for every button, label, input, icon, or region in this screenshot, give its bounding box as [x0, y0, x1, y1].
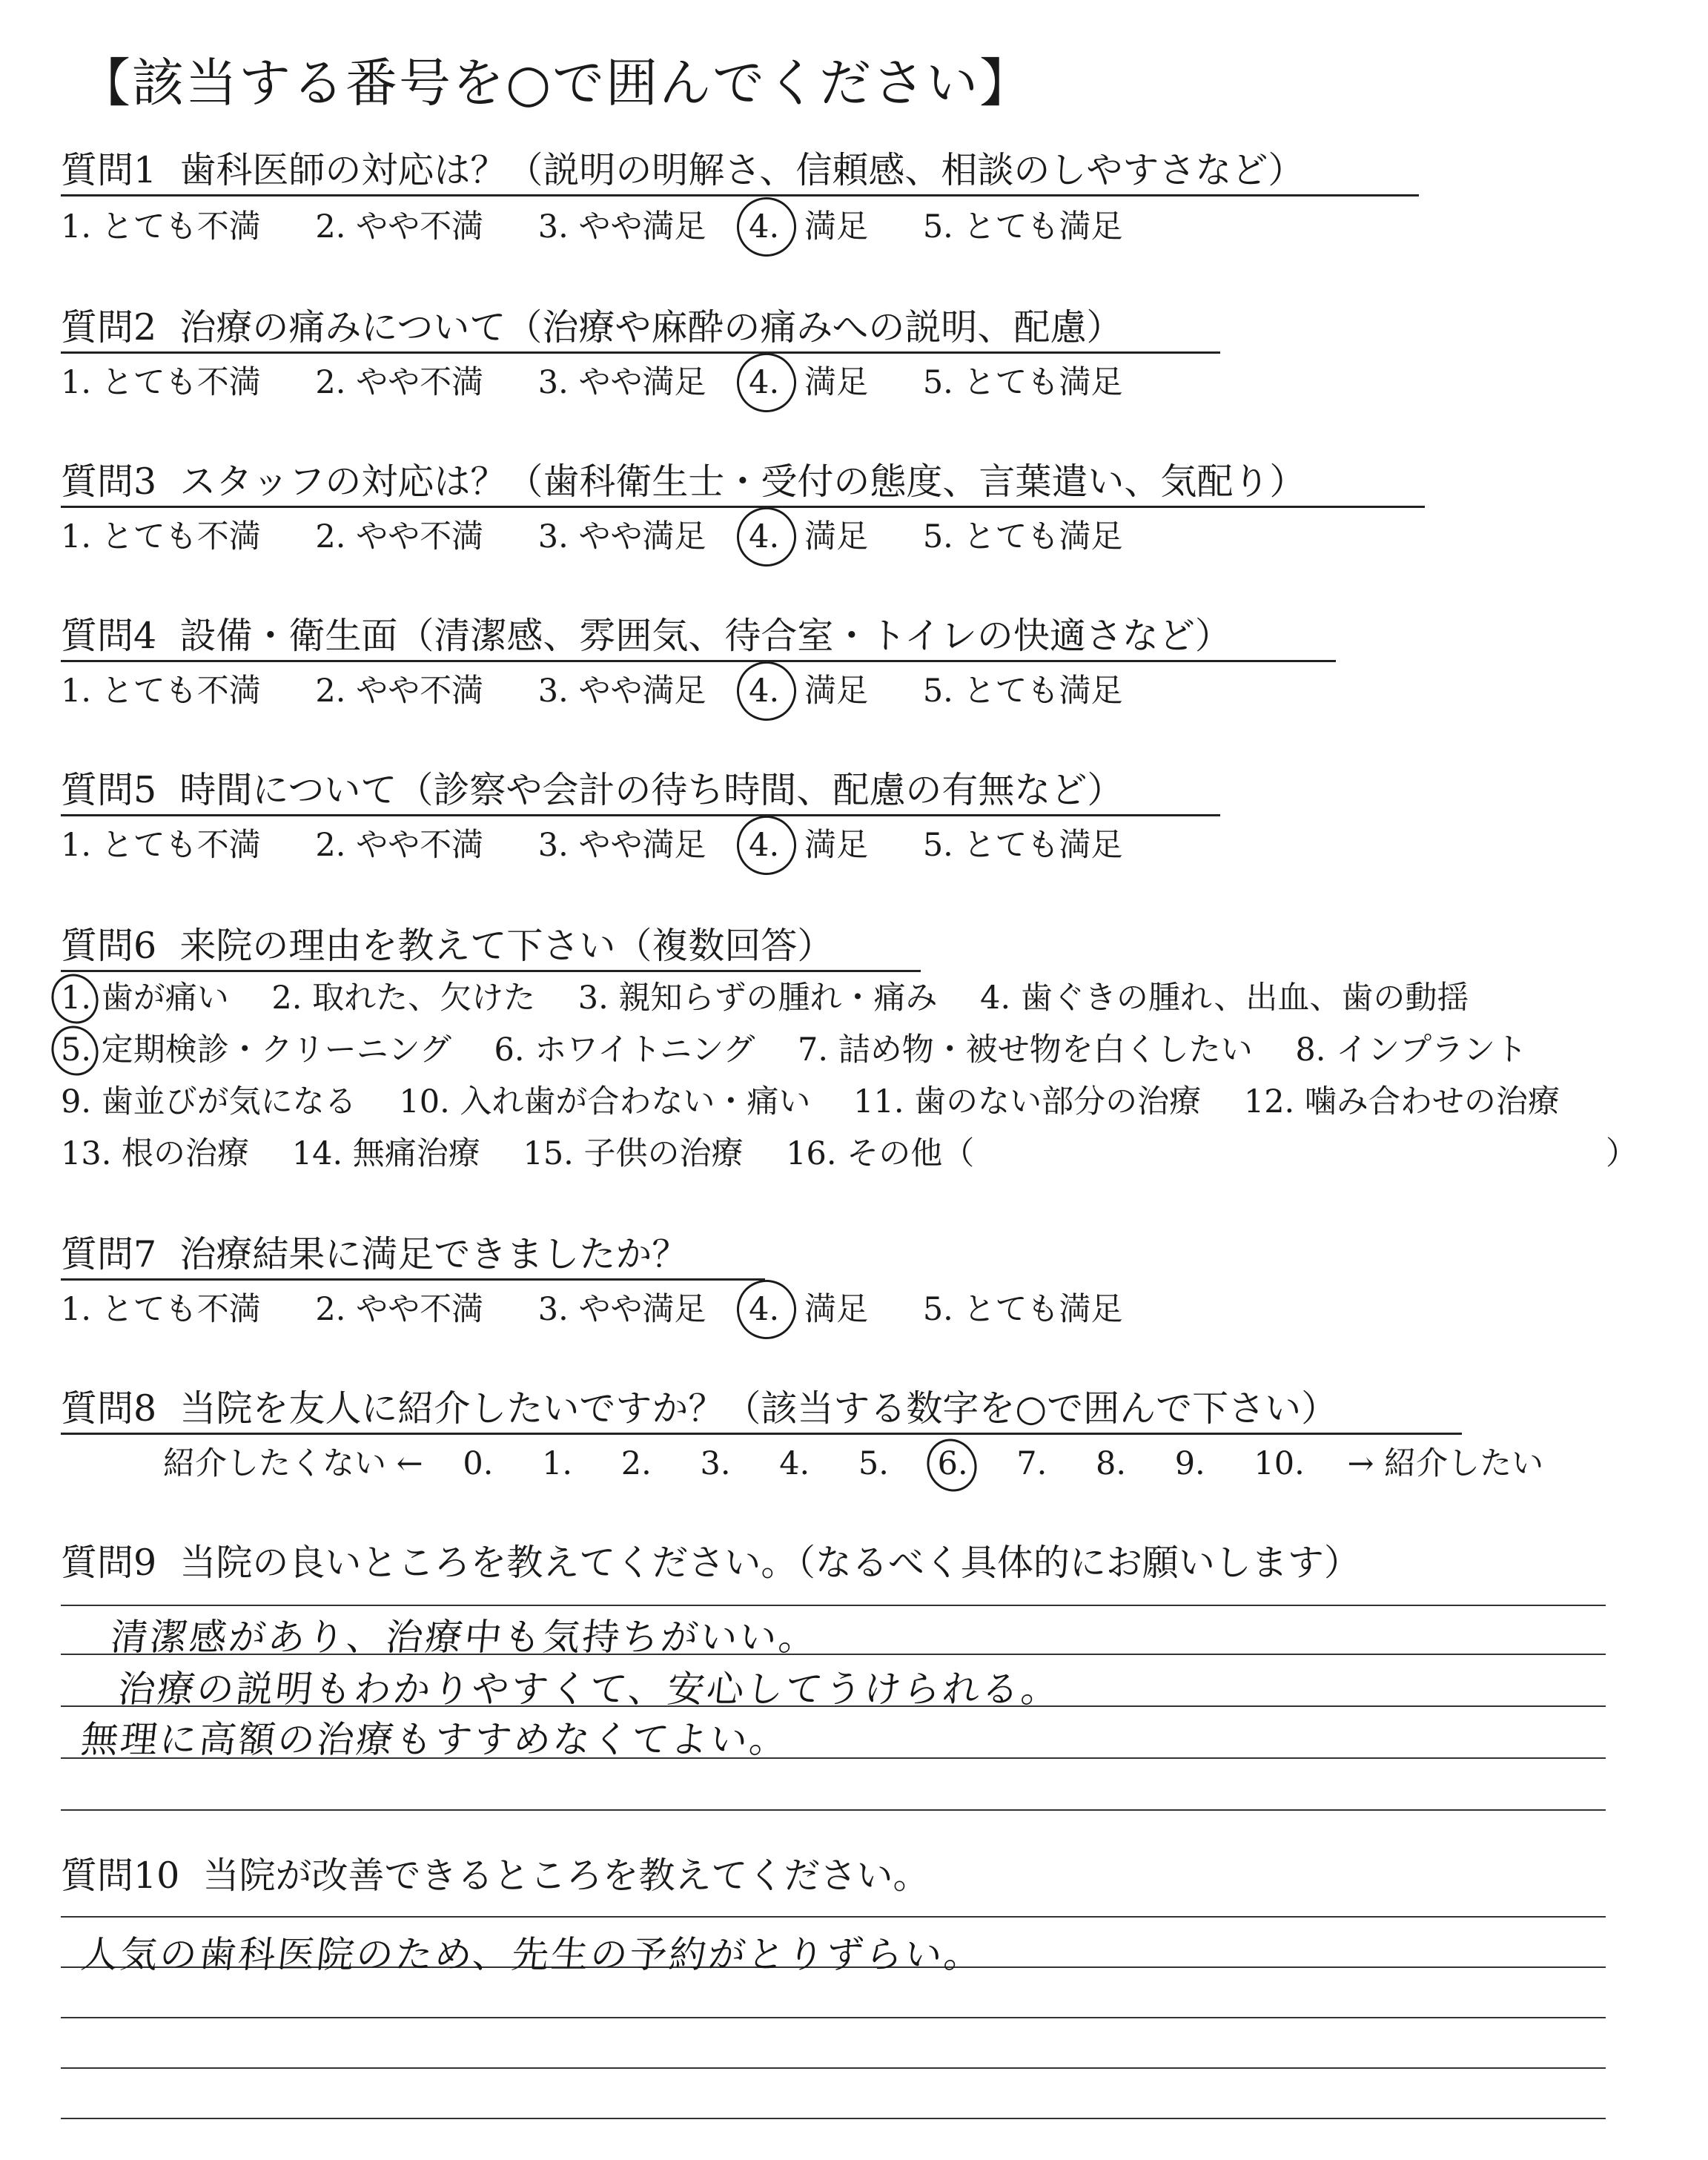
reason-11[interactable]: 11. 歯のない部分の治療 — [853, 1083, 1202, 1120]
reason-row-4 — [61, 1133, 974, 1175]
question-8 — [61, 1387, 1337, 1431]
question-text: 時間について（診察や会計の待ち時間、配慮の有無など） — [179, 769, 1124, 811]
option-3[interactable]: 3. やや満足 — [537, 518, 706, 555]
option-4-label: 満足 — [804, 364, 869, 401]
answer-scale-q4 — [61, 670, 1123, 712]
scale-6-selected[interactable]: 6. — [938, 1443, 968, 1484]
question-4 — [61, 614, 1231, 658]
question-2 — [61, 305, 1122, 350]
question-underline — [61, 970, 921, 972]
option-1[interactable]: 1. とても不満 — [61, 364, 261, 401]
option-4-selected[interactable]: 4. — [749, 1289, 779, 1330]
option-2[interactable]: 2. やや不満 — [315, 208, 484, 245]
answer-scale-q1 — [61, 206, 1123, 248]
question-text: 当院を友人に紹介したいですか？（該当する数字を○で囲んで下さい） — [179, 1387, 1338, 1430]
option-5[interactable]: 5. とても満足 — [922, 673, 1123, 710]
question-label: 質問4 — [61, 615, 157, 657]
question-text: 来院の理由を教えて下さい（複数回答） — [179, 925, 834, 967]
option-4-selected[interactable]: 4. — [749, 516, 779, 558]
question-label: 質問2 — [61, 306, 157, 349]
recommend-scale — [163, 1443, 1543, 1484]
option-1[interactable]: 1. とても不満 — [61, 208, 261, 245]
question-label: 質問9 — [61, 1542, 157, 1584]
reason-row-2 — [61, 1029, 1527, 1071]
option-5[interactable]: 5. とても満足 — [922, 518, 1123, 555]
scale-8[interactable]: 8. — [1096, 1445, 1127, 1482]
scale-3[interactable]: 3. — [700, 1445, 731, 1482]
option-4-label: 満足 — [804, 518, 869, 555]
selection-circle — [727, 806, 806, 885]
option-1[interactable]: 1. とても不満 — [61, 518, 261, 555]
reason-row-3 — [61, 1081, 1560, 1123]
reason-13[interactable]: 13. 根の治療 — [61, 1135, 250, 1172]
answer-scale-q7 — [61, 1289, 1123, 1330]
scale-9[interactable]: 9. — [1174, 1445, 1205, 1482]
reason-3[interactable]: 3. 親知らずの腫れ・痛み — [577, 980, 938, 1017]
question-label: 質問1 — [61, 149, 157, 191]
selection-circle — [727, 652, 806, 730]
option-5[interactable]: 5. とても満足 — [922, 208, 1123, 245]
option-2[interactable]: 2. やや不満 — [315, 673, 484, 710]
scale-right-label: → 紹介したい — [1347, 1445, 1544, 1482]
option-1[interactable]: 1. とても不満 — [61, 673, 261, 710]
question-text: スタッフの対応は？（歯科衛生士・受付の態度、言葉遣い、気配り） — [179, 460, 1306, 503]
option-2[interactable]: 2. やや不満 — [315, 364, 484, 401]
reason-1-label: 歯が痛い — [101, 980, 229, 1017]
answer-scale-q2 — [61, 362, 1123, 403]
option-2[interactable]: 2. やや不満 — [315, 518, 484, 555]
question-underline — [61, 194, 1419, 196]
question-label: 質問3 — [61, 460, 157, 503]
question-5 — [61, 768, 1123, 813]
question-3 — [61, 460, 1305, 504]
reason-6[interactable]: 6. ホワイトニング — [494, 1031, 755, 1069]
scale-2[interactable]: 2. — [620, 1445, 652, 1482]
option-1[interactable]: 1. とても不満 — [61, 1291, 261, 1328]
question-underline — [61, 1278, 765, 1281]
option-4-selected[interactable]: 4. — [749, 670, 779, 712]
option-2[interactable]: 2. やや不満 — [315, 1291, 484, 1328]
question-underline — [61, 814, 1220, 816]
option-3[interactable]: 3. やや満足 — [537, 827, 706, 864]
question-7 — [61, 1232, 688, 1277]
scale-7[interactable]: 7. — [1016, 1445, 1047, 1482]
answer-line — [61, 2118, 1606, 2119]
option-4-label: 満足 — [804, 827, 869, 864]
reason-2[interactable]: 2. 取れた、欠けた — [271, 980, 536, 1017]
option-3[interactable]: 3. やや満足 — [537, 1291, 706, 1328]
reason-7[interactable]: 7. 詰め物・被せ物を白くしたい — [798, 1031, 1253, 1069]
other-close-paren: ） — [1606, 1135, 1638, 1172]
answer-line — [61, 1809, 1606, 1811]
scale-4[interactable]: 4. — [779, 1445, 810, 1482]
option-3[interactable]: 3. やや満足 — [537, 364, 706, 401]
scale-0[interactable]: 0. — [463, 1445, 494, 1482]
reason-5-selected[interactable]: 5. — [61, 1031, 91, 1069]
reason-12[interactable]: 12. 噛み合わせの治療 — [1243, 1083, 1560, 1120]
reason-5-label: 定期検診・クリーニング — [101, 1031, 451, 1069]
option-4-selected[interactable]: 4. — [749, 206, 779, 248]
option-4-label: 満足 — [804, 1291, 869, 1328]
question-text: 当院の良いところを教えてください。（なるべく具体的にお願いします） — [179, 1542, 1360, 1584]
answer-line — [61, 2017, 1606, 2018]
reason-1-selected[interactable]: 1. — [61, 980, 91, 1017]
question-1 — [61, 148, 1304, 193]
question-label: 質問8 — [61, 1387, 157, 1430]
question-label: 質問7 — [61, 1233, 157, 1275]
question-text: 当院が改善できるところを教えてください。 — [202, 1855, 930, 1897]
page-title: 【該当する番号を○で囲んでください】 — [79, 53, 1033, 113]
question-label: 質問5 — [61, 769, 157, 811]
handwritten-answer-line-2: 治療の説明もわかりやすくて、安心してうけられる。 — [116, 1668, 1063, 1711]
option-5[interactable]: 5. とても満足 — [922, 1291, 1123, 1328]
reason-16-other[interactable]: 16. その他（ — [786, 1135, 975, 1172]
handwritten-answer-line-3: 無理に高額の治療もすすめなくてよい。 — [79, 1718, 792, 1761]
answer-line — [61, 2067, 1606, 2069]
selection-circle — [727, 343, 806, 422]
option-3[interactable]: 3. やや満足 — [537, 208, 706, 245]
scale-left-label: 紹介したくない ← — [163, 1445, 423, 1482]
answer-line — [61, 1916, 1606, 1918]
selection-circle — [727, 498, 806, 576]
question-underline — [61, 506, 1425, 508]
scale-10[interactable]: 10. — [1254, 1445, 1305, 1482]
question-10 — [61, 1854, 930, 1898]
reason-8[interactable]: 8. インプラント — [1295, 1031, 1528, 1069]
question-underline — [61, 351, 1220, 354]
answer-scale-q3 — [61, 516, 1123, 558]
option-4-label: 満足 — [804, 673, 869, 710]
option-3[interactable]: 3. やや満足 — [537, 673, 706, 710]
selection-circle — [918, 1430, 984, 1499]
reason-9[interactable]: 9. 歯並びが気になる — [61, 1083, 357, 1120]
question-text: 歯科医師の対応は？（説明の明解さ、信頼感、相談のしやすさなど） — [179, 149, 1305, 191]
reason-10[interactable]: 10. 入れ歯が合わない・痛い — [399, 1083, 811, 1120]
question-text: 治療結果に満足できましたか？ — [179, 1233, 689, 1275]
option-2[interactable]: 2. やや不満 — [315, 827, 484, 864]
handwritten-answer-line-1: 人気の歯科医院のため、先生の予約がとりずらい。 — [79, 1933, 986, 1976]
option-5[interactable]: 5. とても満足 — [922, 827, 1123, 864]
question-text: 設備・衛生面（清潔感、雰囲気、待合室・トイレの快適さなど） — [179, 615, 1231, 657]
selection-circle — [727, 188, 806, 266]
reason-14[interactable]: 14. 無痛治療 — [291, 1135, 480, 1172]
question-label: 質問10 — [61, 1855, 180, 1897]
option-1[interactable]: 1. とても不満 — [61, 827, 261, 864]
selection-circle — [44, 966, 107, 1031]
question-6 — [61, 924, 833, 968]
option-4-selected[interactable]: 4. — [749, 825, 779, 866]
option-5[interactable]: 5. とても満足 — [922, 364, 1123, 401]
question-underline — [61, 660, 1336, 662]
reason-15[interactable]: 15. 子供の治療 — [523, 1135, 744, 1172]
option-4-label: 満足 — [804, 208, 869, 245]
answer-line — [61, 1605, 1606, 1606]
scale-1[interactable]: 1. — [542, 1445, 573, 1482]
scale-5[interactable]: 5. — [858, 1445, 889, 1482]
question-label: 質問6 — [61, 925, 157, 967]
reason-4[interactable]: 4. 歯ぐきの腫れ、出血、歯の動揺 — [980, 980, 1469, 1017]
reason-row-1 — [61, 977, 1469, 1019]
question-9 — [61, 1541, 1360, 1585]
selection-circle — [44, 1018, 107, 1083]
answer-scale-q5 — [61, 825, 1123, 866]
handwritten-answer-line-1: 清潔感があり、治療中も気持ちがいい。 — [108, 1616, 821, 1659]
question-text: 治療の痛みについて（治療や麻酔の痛みへの説明、配慮） — [179, 306, 1123, 349]
question-underline — [61, 1433, 1462, 1435]
option-4-selected[interactable]: 4. — [749, 362, 779, 403]
selection-circle — [727, 1270, 806, 1349]
